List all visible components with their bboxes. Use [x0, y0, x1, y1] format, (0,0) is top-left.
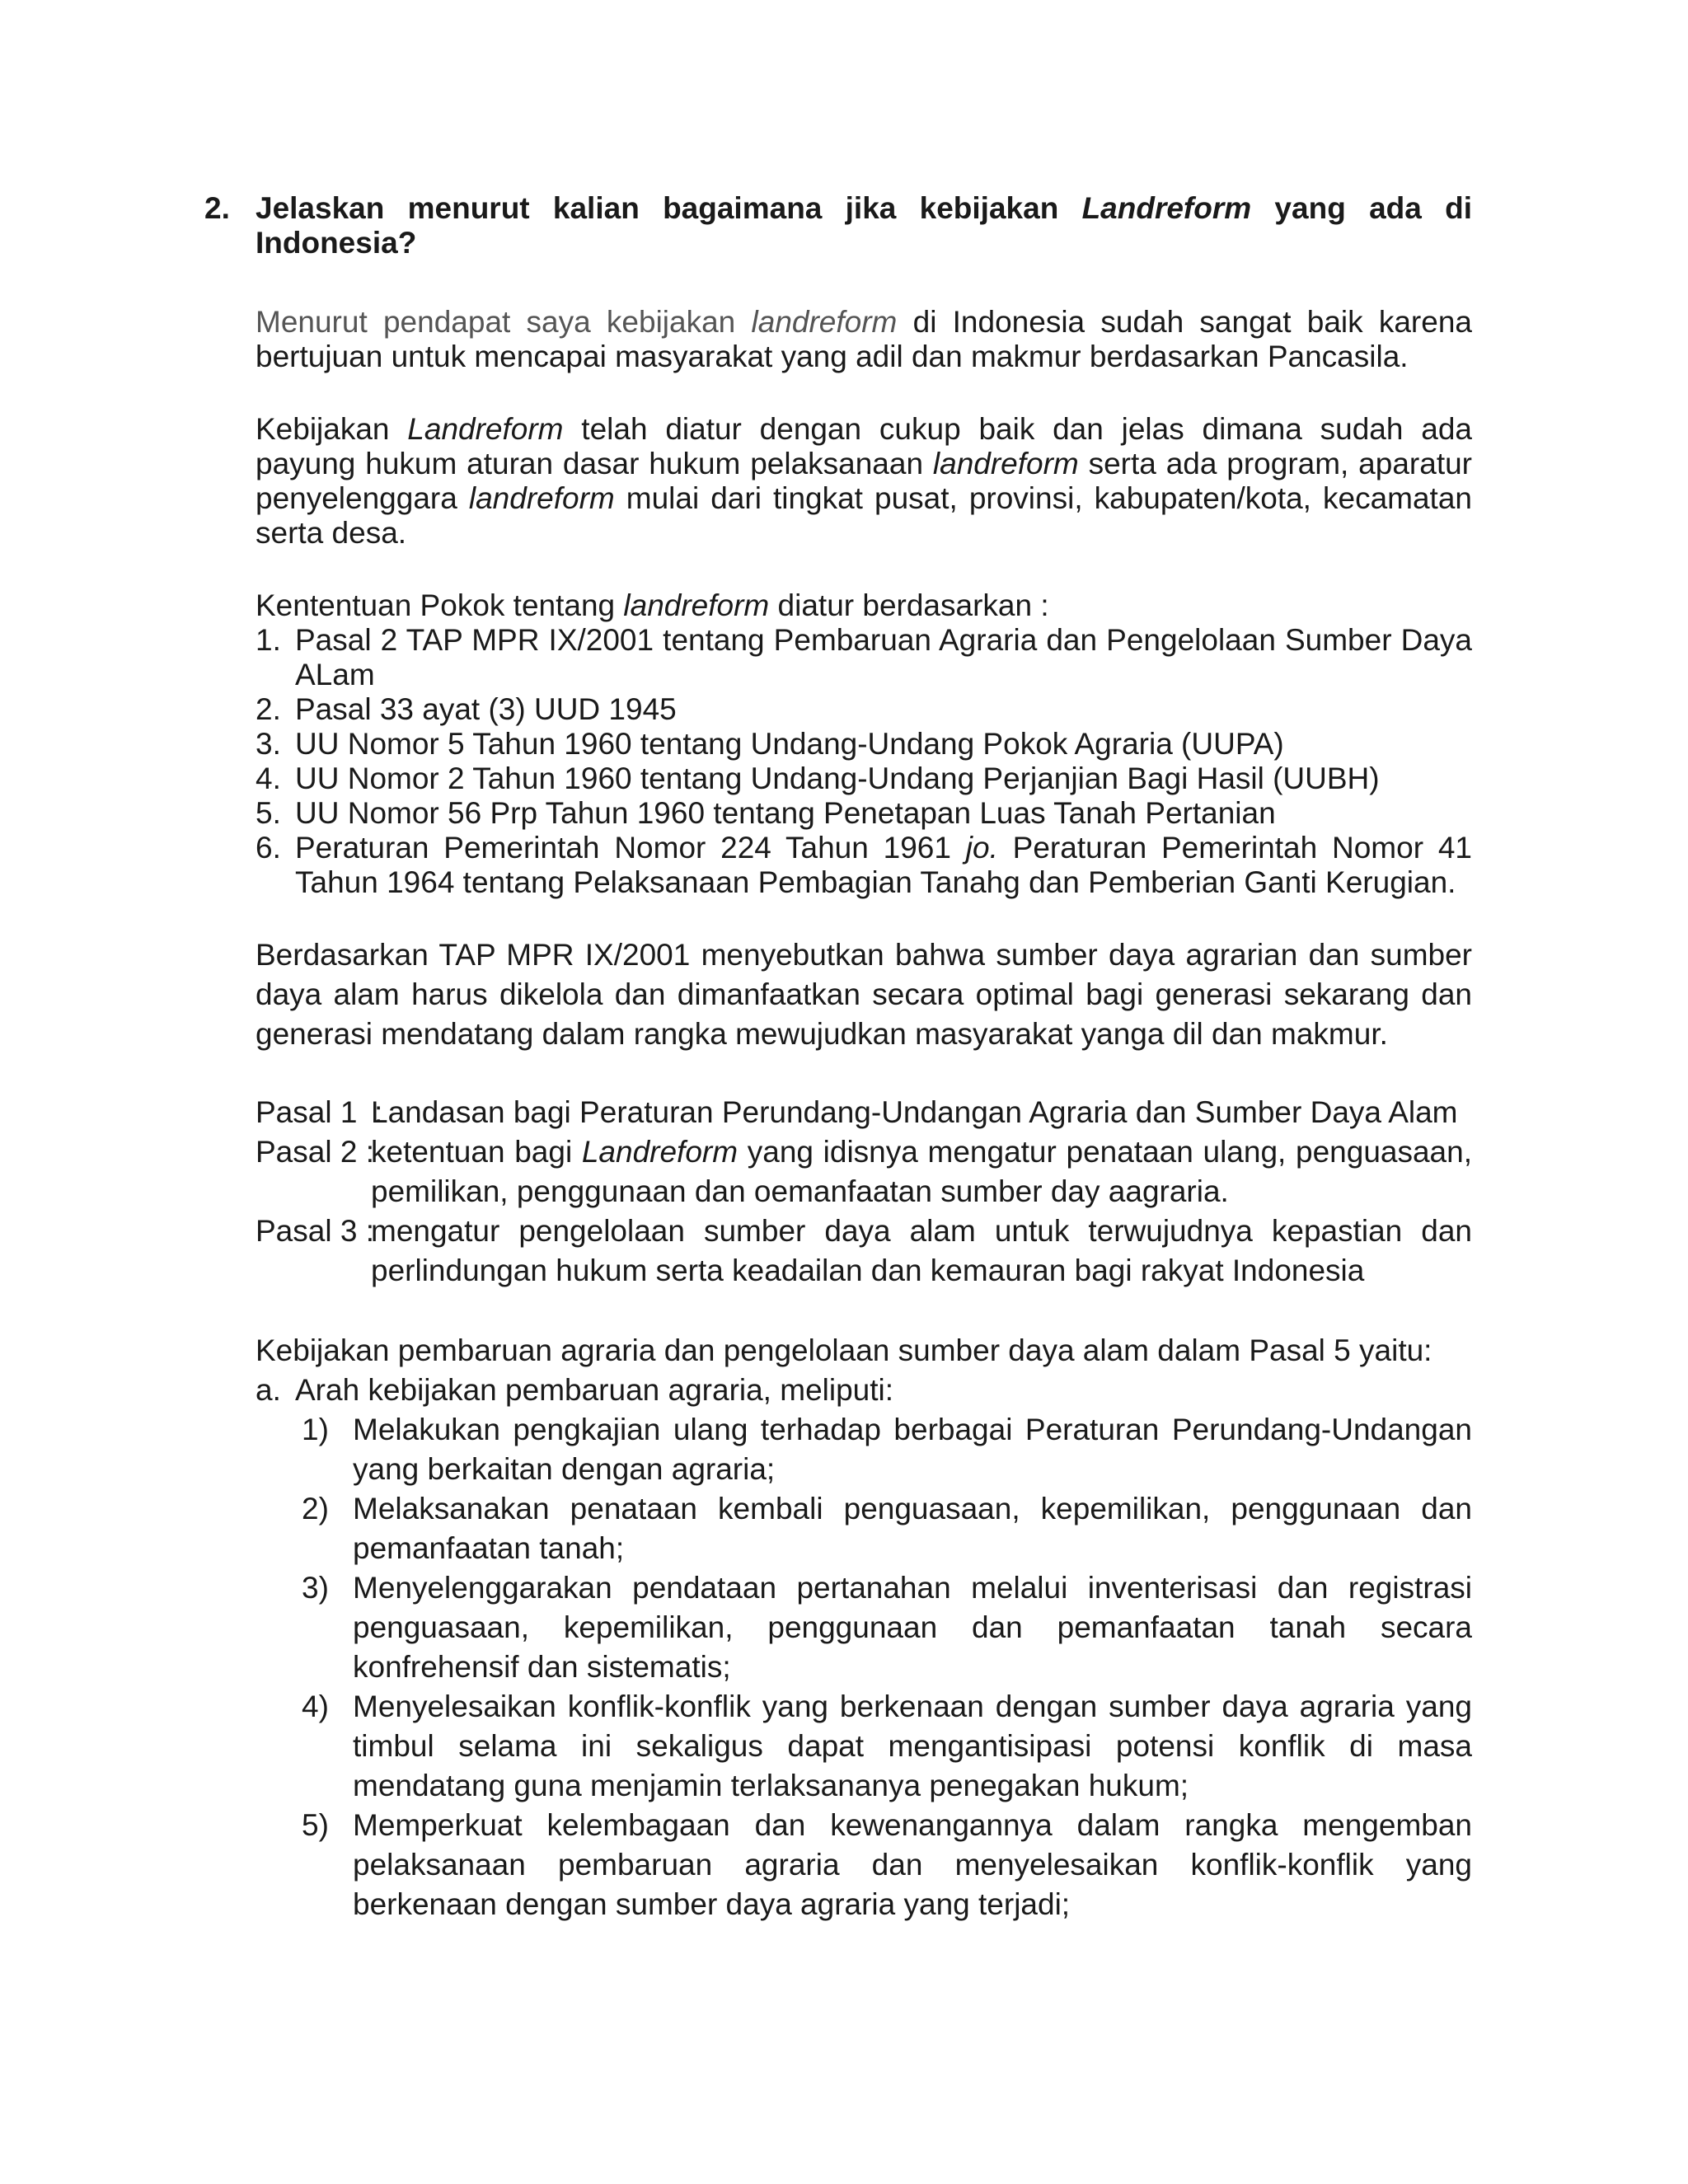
pasal-5-intro: Kebijakan pembaruan agraria dan pengelolaan sumber daya alam dalam Pasal 5 yaitu: [256, 1333, 1432, 1367]
list-item: 4. UU Nomor 2 Tahun 1960 tentang Undang-Undang Perjanjian Bagi Hasil (UUBH) [256, 762, 1380, 795]
answer-paragraph-4: Berdasarkan TAP MPR IX/2001 menyebutkan bahwa sumber daya agrarian dan sumber daya alam harus dikelola dan dimanfaatkan secara optimal bagi generasi sekarang dan generasi mendatang dalam rangka mewujudkan masyarakat yanga dil dan makmur. [256, 938, 1472, 1051]
pasal-2: Pasal 2 : ketentuan bagi Landreform yang idisnya mengatur penataan ulang, penguasaan, pemilikan, penggunaan dan oemanfaatan sumber day aagraria. [256, 1135, 1472, 1208]
list-item: 5. UU Nomor 56 Prp Tahun 1960 tentang Penetapan Luas Tanah Pertanian [256, 796, 1276, 830]
list-item: 1. Pasal 2 TAP MPR IX/2001 tentang Pembaruan Agraria dan Pengelolaan Sumber Daya ALam [256, 623, 1472, 691]
sub-list [256, 1410, 1472, 1924]
answer-paragraph-1: Menurut pendapat saya kebijakan landreform di Indonesia sudah sangat baik karena bertujuan untuk mencapai masyarakat yang adil dan makmur berdasarkan Pancasila. [256, 305, 1472, 373]
question-heading [204, 191, 1472, 260]
list-item: 2) Melaksanakan penataan kembali penguasaan, kepemilikan, penggunaan dan pemanfaatan tanah; [302, 1492, 1472, 1565]
list-item: 3. UU Nomor 5 Tahun 1960 tentang Undang-Undang Pokok Agraria (UUPA) [256, 727, 1284, 761]
pasal-section [256, 1093, 1472, 1291]
pasal-3: Pasal 3 : mengatur pengelolaan sumber daya alam untuk terwujudnya kepastian dan perlindungan hukum serta keadailan dan kemauran bagi rakyat Indonesia [256, 1214, 1472, 1287]
pasal-1: Pasal 1 : Landasan bagi Peraturan Perundang-Undangan Agraria dan Sumber Daya Alam [256, 1095, 1458, 1129]
legal-basis-intro: Kententuan Pokok tentang landreform diatur berdasarkan : [256, 588, 1049, 622]
list-item: 3) Menyelenggarakan pendataan pertanahan melalui inventerisasi dan registrasi penguasaan, kepemilikan, penggunaan dan pemanfaatan tanah secara konfrehensif dan sistematis; [302, 1571, 1472, 1684]
list-item: 1) Melakukan pengkajian ulang terhadap berbagai Peraturan Perundang-Undangan yang berkaitan dengan agraria; [302, 1413, 1472, 1486]
list-item: 2. Pasal 33 ayat (3) UUD 1945 [256, 692, 677, 726]
question-number: 2. [204, 191, 230, 225]
answer-paragraph-2: Kebijakan Landreform telah diatur dengan cukup baik dan jelas dimana sudah ada payung hukum aturan dasar hukum pelaksanaan landreform serta ada program, aparatur penyelenggara landreform mulai dari tingkat pusat, provinsi, kabupaten/kota, kecamatan serta desa. [256, 412, 1472, 550]
legal-basis-section [256, 588, 1472, 900]
list-item: 5) Memperkuat kelembagaan dan kewenangannya dalam rangka mengemban pelaksanaan pembaruan agraria dan menyelesaikan konflik-konflik yang berkenaan dengan sumber daya agraria yang terjadi; [302, 1808, 1472, 1921]
pasal-5-section [256, 1331, 1472, 1924]
list-item: 6. Peraturan Pemerintah Nomor 224 Tahun 1961 jo. Peraturan Pemerintah Nomor 41 Tahun 1964 tentang Pelaksanaan Pembagian Tanahg dan Pemberian Ganti Kerugian. [256, 831, 1472, 899]
list-item: 4) Menyelesaikan konflik-konflik yang berkenaan dengan sumber daya agraria yang timbul selama ini sekaligus dapat mengantisipasi potensi konflik di masa mendatang guna menjamin terlaksananya penegakan hukum; [302, 1690, 1472, 1802]
list-item-a: a. Arah kebijakan pembaruan agraria, meliputi: [256, 1373, 894, 1407]
question-text: Jelaskan menurut kalian bagaimana jika kebijakan Landreform yang ada di Indonesia? [256, 191, 1472, 260]
